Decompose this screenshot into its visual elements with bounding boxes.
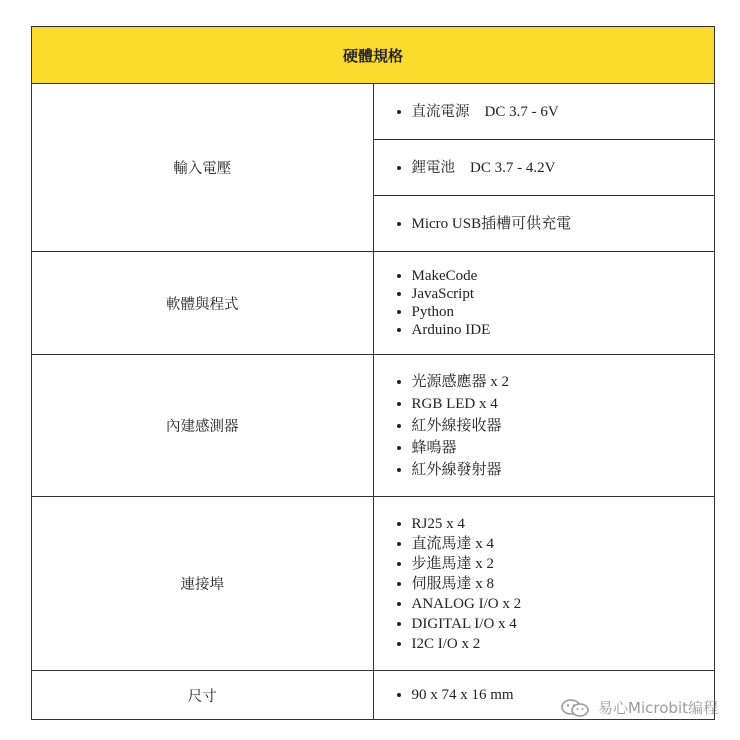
item-value: Micro USB插槽可供充電 — [411, 215, 572, 232]
list-item: • DIGITAL I/O x 4 — [412, 614, 715, 634]
list-item: • 光源感應器 x 2 — [412, 371, 715, 393]
item-value: DC 3.7 - 6V — [484, 103, 559, 120]
list-item: • I2C I/O x 2 — [412, 634, 715, 654]
value-cell — [373, 497, 715, 671]
list-item — [412, 103, 715, 121]
table-header: 硬體規格 — [32, 27, 715, 84]
list-item: • ANALOG I/O x 2 — [412, 594, 715, 614]
list-item: • 90 x 74 x 16 mm — [412, 686, 715, 704]
item-value: DC 3.7 - 4.2V — [470, 159, 556, 176]
value-list — [374, 215, 715, 233]
list-item: • 紅外線接收器 — [412, 415, 715, 437]
software-label: 軟體與程式 — [32, 252, 374, 355]
value-list — [374, 267, 715, 339]
list-item — [412, 159, 715, 177]
watermark-text: 易心Microbit编程 — [598, 699, 718, 717]
list-item: • 步進馬達 x 2 — [412, 554, 715, 574]
list-item: • 紅外線發射器 — [412, 459, 715, 481]
table-row — [32, 84, 715, 140]
value-list — [374, 159, 715, 177]
value-cell — [373, 84, 715, 140]
list-item: • JavaScript — [412, 285, 715, 303]
list-item: • RJ25 x 4 — [412, 514, 715, 534]
item-name: 直流電源 — [411, 103, 470, 120]
list-item: • 伺服馬達 x 8 — [412, 574, 715, 594]
header-row — [32, 27, 715, 84]
hardware-spec-table — [31, 26, 715, 720]
table-row — [32, 252, 715, 355]
list-item: • MakeCode — [412, 267, 715, 285]
table-row — [32, 355, 715, 497]
wechat-icon — [560, 698, 590, 718]
value-cell — [373, 140, 715, 196]
ports-label: 連接埠 — [32, 497, 374, 671]
value-list — [374, 371, 715, 481]
value-cell — [373, 355, 715, 497]
list-item: • Arduino IDE — [412, 321, 715, 339]
item-name: 鋰電池 — [411, 159, 455, 176]
list-item: • 直流馬達 x 4 — [412, 534, 715, 554]
size-label: 尺寸 — [32, 671, 374, 720]
list-item: • Python — [412, 303, 715, 321]
list-item: • 蜂鳴器 — [412, 437, 715, 459]
sensors-label: 內建感測器 — [32, 355, 374, 497]
value-list — [374, 514, 715, 654]
value-cell — [373, 252, 715, 355]
watermark — [560, 697, 718, 718]
table-row — [32, 497, 715, 671]
input-voltage-label: 輸入電壓 — [32, 84, 374, 252]
list-item: • RGB LED x 4 — [412, 393, 715, 415]
value-cell — [373, 196, 715, 252]
value-list — [374, 103, 715, 121]
list-item — [412, 215, 715, 233]
